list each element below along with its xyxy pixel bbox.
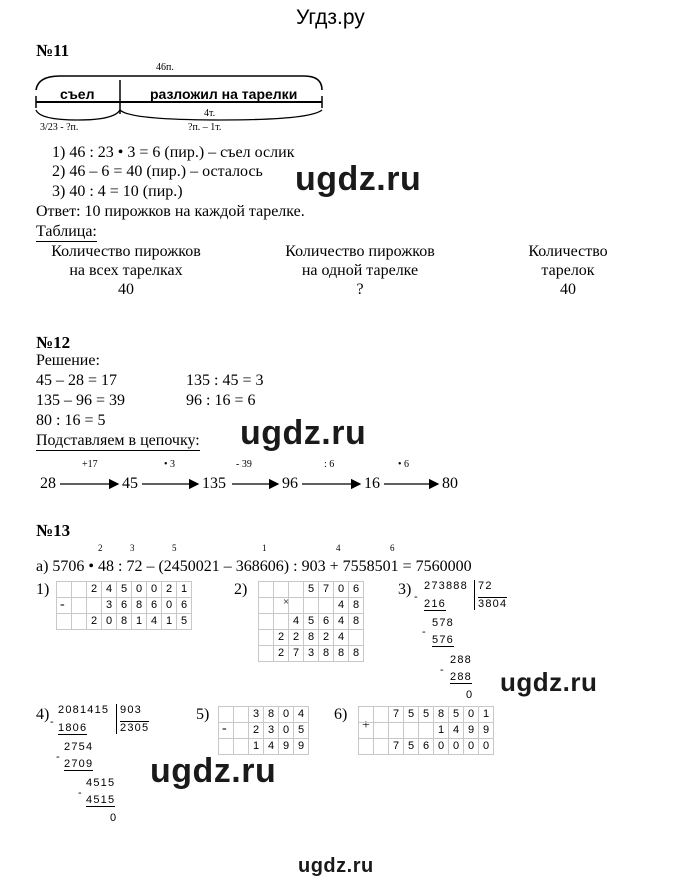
task-12-number: №12 [36,333,71,352]
task-11-number: №11 [36,41,70,60]
task-13-expression: а) 5706 • 48 : 72 – (2450021 – 368606) : 903 + 7558501 = 7560000 [36,558,472,575]
minus-sign: - [60,597,65,612]
div4-divisor: 903 [116,704,142,734]
chain-op-3: - 39 [236,459,252,470]
task-11-step-1: 1) 46 : 23 • 3 = 6 (пир.) – съел ослик [52,144,295,161]
chain-node-3: 135 [202,475,226,492]
order-mark-3: 5 [172,543,177,553]
diagram-under-left: 3/23 - ?п. [40,122,79,133]
task-12-eq-4: 135 : 45 = 3 [186,372,264,389]
task-12-solution-label: Решение: [36,352,100,369]
task-11-table-title: Таблица: [36,223,97,240]
minus-sign: - [222,721,227,736]
right-brace [120,110,322,120]
watermark: ugdz.ru [150,752,277,790]
div4-remainder: 0 [110,812,118,824]
div3-step-3: 576 [432,634,454,646]
column-subtraction-5: 3 8 0 4 2 3 0 5 1 4 9 9 [218,706,309,755]
diagram-per-plate: ?п. – 1т. [188,122,222,133]
times-sign: × [283,596,290,608]
table-header-plates: Количество тарелок 40 [508,242,628,299]
plus-sign: + [362,718,370,733]
div4-dividend: 2081415 [58,704,110,716]
task-13-number: №13 [36,521,71,540]
table-value-one-plate: ? [356,281,364,298]
task-12-eq-5: 96 : 16 = 6 [186,392,256,409]
diagram-total: 46п. [156,62,174,73]
div3-quotient: 3804 [478,598,508,610]
div4-step-2: 2754 [64,741,94,753]
site-header[interactable]: Угдз.ру [296,6,365,29]
chain-op-5: • 6 [398,459,410,470]
footer-site[interactable]: ugdz.ru [298,855,374,877]
chain-node-5: 16 [364,475,380,492]
div3-step-4: 288 [450,654,472,666]
order-mark-4: 1 [262,543,267,553]
chain-node-6: 80 [442,475,458,492]
column-subtraction-1: 2 4 5 0 0 2 1 3 6 8 6 0 6 2 0 8 1 4 1 5 [56,581,192,630]
task-12-eq-3: 80 : 16 = 5 [36,412,106,429]
diagram-left-label: съел [60,86,95,102]
div4-step-5: 4515 [86,794,116,806]
column-multiplication-2: 5 7 0 6 4 8 4 5 6 4 8 2 2 8 2 4 2 7 3 8 8 8 [258,581,364,662]
chain-node-4: 96 [282,475,298,492]
chain-op-2: • 3 [164,459,176,470]
div3-step-5: 288 [450,671,472,683]
diagram-right-label: разложил на тарелки [150,86,298,102]
div3-remainder: 0 [466,689,474,701]
calc-label-3: 3) [398,581,412,598]
div3-step-1: 216 [424,598,446,610]
calc-label-6: 6) [334,706,348,723]
chain-op-1: +17 [82,459,98,470]
task-12-eq-2: 135 – 96 = 39 [36,392,126,409]
table-value-plates: 40 [560,281,576,298]
watermark: ugdz.ru [500,667,598,697]
div3-step-2: 578 [432,617,454,629]
div4-quotient: 2305 [120,722,150,734]
column-addition-6: 7 5 5 8 5 0 1 1 4 9 9 7 5 6 0 0 0 0 [358,706,494,755]
calc-label-5: 5) [196,706,210,723]
calc-label-2: 2) [234,581,248,598]
table-header-one-plate: Количество пирожков на одной тарелке ? [270,242,450,299]
order-mark-6: 6 [390,543,395,553]
order-mark-2: 3 [130,543,135,553]
chain-node-1: 28 [40,475,56,492]
task-12-chain-label: Подставляем в цепочку: [36,432,200,449]
task-11-answer: Ответ: 10 пирожков на каждой тарелке. [36,203,305,220]
table-header-all-plates: Количество пирожков на всех тарелках 40 [36,242,216,299]
task-12-eq-1: 45 – 28 = 17 [36,372,118,389]
left-brace [36,110,120,120]
div4-step-4: 4515 [86,777,116,789]
chain-op-4: : 6 [324,459,335,470]
order-mark-5: 4 [336,543,341,553]
chain-arrows [0,474,680,494]
div3-dividend: 273888 [424,580,468,592]
watermark: ugdz.ru [240,414,367,452]
div4-step-1: 1806 [58,722,88,734]
chain-node-2: 45 [122,475,138,492]
watermark: ugdz.ru [295,160,422,198]
order-mark-1: 2 [98,543,103,553]
table-value-all-plates: 40 [118,281,134,298]
diagram-plates: 4т. [204,108,216,119]
task-11-step-3: 3) 40 : 4 = 10 (пир.) [52,183,183,200]
calc-label-1: 1) [36,581,50,598]
calc-label-4: 4) [36,706,50,723]
task-11-step-2: 2) 46 – 6 = 40 (пир.) – осталось [52,163,263,180]
div3-divisor: 72 [474,580,493,610]
div4-step-3: 2709 [64,758,94,770]
